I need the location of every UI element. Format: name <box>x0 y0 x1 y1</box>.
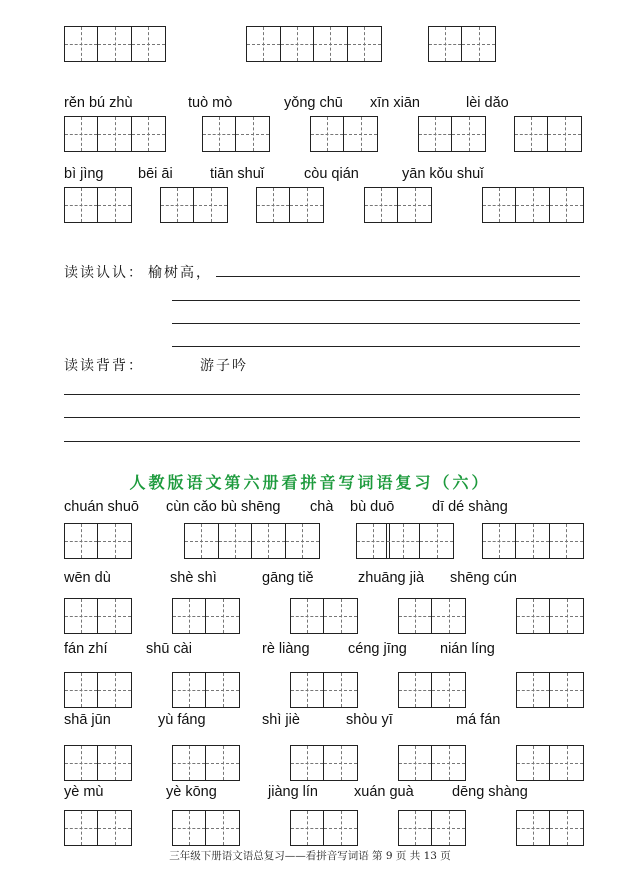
pinyin-word: fán zhí <box>64 641 108 657</box>
writing-cell[interactable] <box>219 524 253 558</box>
pinyin-word: céng jīng <box>348 641 407 657</box>
writing-cell[interactable] <box>173 673 206 707</box>
writing-cell[interactable] <box>420 524 453 558</box>
recite-text: 游子吟 <box>200 358 248 374</box>
writing-box-group[interactable] <box>290 672 358 708</box>
answer-line[interactable] <box>172 300 580 301</box>
writing-cell[interactable] <box>132 27 165 61</box>
writing-cell[interactable] <box>291 673 324 707</box>
writing-cell[interactable] <box>98 117 131 151</box>
answer-line[interactable] <box>172 346 580 347</box>
writing-cell[interactable] <box>324 746 357 780</box>
writing-box-group[interactable] <box>64 810 132 846</box>
pinyin-word: yù fáng <box>158 712 206 728</box>
writing-box-group[interactable] <box>172 810 240 846</box>
writing-cell[interactable] <box>65 811 98 845</box>
pinyin-word: shā jūn <box>64 712 111 728</box>
writing-cell[interactable] <box>65 188 98 222</box>
writing-cell[interactable] <box>286 524 319 558</box>
pinyin-word: nián líng <box>440 641 495 657</box>
answer-line[interactable] <box>64 441 580 442</box>
writing-cell[interactable] <box>314 27 348 61</box>
writing-box-group[interactable] <box>64 26 166 62</box>
writing-box-group[interactable] <box>418 116 486 152</box>
pinyin-word: dēng shàng <box>452 784 528 800</box>
writing-box-group[interactable] <box>256 187 324 223</box>
writing-cell[interactable] <box>517 599 550 633</box>
writing-cell[interactable] <box>324 599 357 633</box>
pinyin-word: cùn cǎo bù shēng <box>166 499 281 515</box>
writing-box-group[interactable] <box>64 672 132 708</box>
writing-cell[interactable] <box>257 188 290 222</box>
writing-box-group[interactable] <box>172 598 240 634</box>
writing-cell[interactable] <box>236 117 269 151</box>
writing-cell[interactable] <box>324 811 357 845</box>
writing-cell[interactable] <box>365 188 398 222</box>
writing-cell[interactable] <box>185 524 219 558</box>
writing-cell[interactable] <box>65 673 98 707</box>
writing-cell[interactable] <box>517 746 550 780</box>
writing-cell[interactable] <box>399 811 432 845</box>
writing-cell[interactable] <box>516 524 549 558</box>
pinyin-word: xuán guà <box>354 784 414 800</box>
writing-cell[interactable] <box>515 117 548 151</box>
writing-cell[interactable] <box>98 188 131 222</box>
writing-box-group[interactable] <box>398 745 466 781</box>
reading-text: 榆树高， <box>148 265 212 281</box>
writing-cell[interactable] <box>98 746 131 780</box>
recite-label: 读读背背： <box>64 358 144 374</box>
writing-box-group[interactable] <box>516 810 584 846</box>
writing-cell[interactable] <box>432 811 465 845</box>
pinyin-word: yān kǒu shuǐ <box>402 166 484 182</box>
writing-cell[interactable] <box>550 599 583 633</box>
writing-cell[interactable] <box>429 27 462 61</box>
writing-cell[interactable] <box>387 524 420 558</box>
writing-box-group[interactable] <box>482 523 584 559</box>
pinyin-word: dī dé shàng <box>432 499 508 515</box>
writing-box-group[interactable] <box>64 523 132 559</box>
writing-cell[interactable] <box>206 746 239 780</box>
writing-cell[interactable] <box>452 117 485 151</box>
writing-box-group[interactable] <box>290 745 358 781</box>
writing-cell[interactable] <box>398 188 431 222</box>
writing-cell[interactable] <box>399 673 432 707</box>
writing-box-group[interactable] <box>516 598 584 634</box>
writing-cell[interactable] <box>65 524 98 558</box>
writing-cell[interactable] <box>247 27 281 61</box>
pinyin-word: lèi dǎo <box>466 95 509 111</box>
pinyin-word: shū cài <box>146 641 192 657</box>
writing-box-group[interactable] <box>290 598 358 634</box>
pinyin-word: chuán shuō <box>64 499 139 515</box>
writing-box-group[interactable] <box>202 116 270 152</box>
writing-cell[interactable] <box>173 811 206 845</box>
writing-cell[interactable] <box>550 746 583 780</box>
answer-line[interactable] <box>216 276 580 277</box>
writing-cell[interactable] <box>550 524 583 558</box>
writing-cell[interactable] <box>462 27 495 61</box>
pinyin-word: yè kōng <box>166 784 217 800</box>
writing-cell[interactable] <box>348 27 381 61</box>
writing-cell[interactable] <box>344 117 377 151</box>
pinyin-word: yǒng chū <box>284 95 343 111</box>
writing-cell[interactable] <box>399 599 432 633</box>
writing-box-group[interactable] <box>398 810 466 846</box>
writing-cell[interactable] <box>324 673 357 707</box>
writing-box-group[interactable] <box>184 523 320 559</box>
writing-cell[interactable] <box>98 27 131 61</box>
writing-box-group[interactable] <box>516 745 584 781</box>
writing-cell[interactable] <box>291 599 324 633</box>
writing-cell[interactable] <box>203 117 236 151</box>
writing-cell[interactable] <box>98 811 131 845</box>
writing-box-group[interactable] <box>482 187 584 223</box>
pinyin-word: bù duō <box>350 499 395 515</box>
writing-box-group[interactable] <box>64 187 132 223</box>
writing-cell[interactable] <box>281 27 315 61</box>
pinyin-word: yè mù <box>64 784 104 800</box>
writing-cell[interactable] <box>98 599 131 633</box>
writing-box-group[interactable] <box>160 187 228 223</box>
pinyin-word: shòu yī <box>346 712 393 728</box>
pinyin-word: còu qián <box>304 166 359 182</box>
pinyin-word: wēn dù <box>64 570 111 586</box>
writing-cell[interactable] <box>98 673 131 707</box>
writing-box-group[interactable] <box>64 745 132 781</box>
writing-box-group[interactable] <box>398 598 466 634</box>
pinyin-word: bēi āi <box>138 166 173 182</box>
writing-cell[interactable] <box>550 811 583 845</box>
writing-cell[interactable] <box>65 27 98 61</box>
writing-cell[interactable] <box>483 524 516 558</box>
writing-box-group[interactable] <box>356 523 390 559</box>
answer-line[interactable] <box>64 394 580 395</box>
pinyin-word: chà <box>310 499 334 515</box>
writing-cell[interactable] <box>65 599 98 633</box>
pinyin-word: shēng cún <box>450 570 517 586</box>
writing-box-group[interactable] <box>64 116 166 152</box>
pinyin-word: rěn bú zhù <box>64 95 133 111</box>
writing-cell[interactable] <box>161 188 194 222</box>
writing-cell[interactable] <box>419 117 452 151</box>
page-footer: 三年级下册语文语总复习——看拼音写词语 第 9 页 共 13 页 <box>169 850 451 862</box>
pinyin-word: gāng tiě <box>262 570 314 586</box>
writing-box-group[interactable] <box>172 745 240 781</box>
writing-cell[interactable] <box>173 599 206 633</box>
answer-line[interactable] <box>172 323 580 324</box>
writing-box-group[interactable] <box>290 810 358 846</box>
writing-box-group[interactable] <box>364 187 432 223</box>
section-title: 人教版语文第六册看拼音写词语复习（六） <box>129 473 491 492</box>
writing-cell[interactable] <box>432 599 465 633</box>
writing-cell[interactable] <box>483 188 516 222</box>
writing-box-group[interactable] <box>246 26 382 62</box>
writing-cell[interactable] <box>65 746 98 780</box>
writing-box-group[interactable] <box>516 672 584 708</box>
pinyin-word: shè shì <box>170 570 217 586</box>
pinyin-word: má fán <box>456 712 501 728</box>
writing-cell[interactable] <box>548 117 581 151</box>
writing-cell[interactable] <box>252 524 286 558</box>
writing-cell[interactable] <box>432 673 465 707</box>
writing-box-group[interactable] <box>514 116 582 152</box>
writing-cell[interactable] <box>516 188 549 222</box>
writing-cell[interactable] <box>98 524 131 558</box>
writing-cell[interactable] <box>206 811 239 845</box>
writing-box-group[interactable] <box>64 598 132 634</box>
writing-cell[interactable] <box>173 746 206 780</box>
writing-box-group[interactable] <box>428 26 496 62</box>
pinyin-word: zhuāng jià <box>358 570 425 586</box>
writing-box-group[interactable] <box>386 523 454 559</box>
writing-box-group[interactable] <box>310 116 378 152</box>
pinyin-word: tiān shuǐ <box>210 166 265 182</box>
pinyin-word: xīn xiān <box>370 95 420 111</box>
writing-cell[interactable] <box>132 117 165 151</box>
writing-box-group[interactable] <box>172 672 240 708</box>
writing-cell[interactable] <box>432 746 465 780</box>
writing-cell[interactable] <box>311 117 344 151</box>
writing-cell[interactable] <box>517 811 550 845</box>
writing-cell[interactable] <box>65 117 98 151</box>
writing-cell[interactable] <box>206 599 239 633</box>
writing-cell[interactable] <box>357 524 389 558</box>
reading-label: 读读认认： <box>64 265 144 281</box>
writing-cell[interactable] <box>206 673 239 707</box>
writing-cell[interactable] <box>399 746 432 780</box>
pinyin-word: shì jiè <box>262 712 300 728</box>
answer-line[interactable] <box>64 417 580 418</box>
writing-cell[interactable] <box>291 811 324 845</box>
writing-cell[interactable] <box>291 746 324 780</box>
pinyin-word: jiàng lín <box>268 784 318 800</box>
writing-cell[interactable] <box>194 188 227 222</box>
pinyin-word: bì jìng <box>64 166 104 182</box>
writing-cell[interactable] <box>290 188 323 222</box>
writing-box-group[interactable] <box>398 672 466 708</box>
pinyin-word: tuò mò <box>188 95 233 111</box>
writing-cell[interactable] <box>517 673 550 707</box>
writing-cell[interactable] <box>550 188 583 222</box>
writing-cell[interactable] <box>550 673 583 707</box>
pinyin-word: rè liàng <box>262 641 310 657</box>
